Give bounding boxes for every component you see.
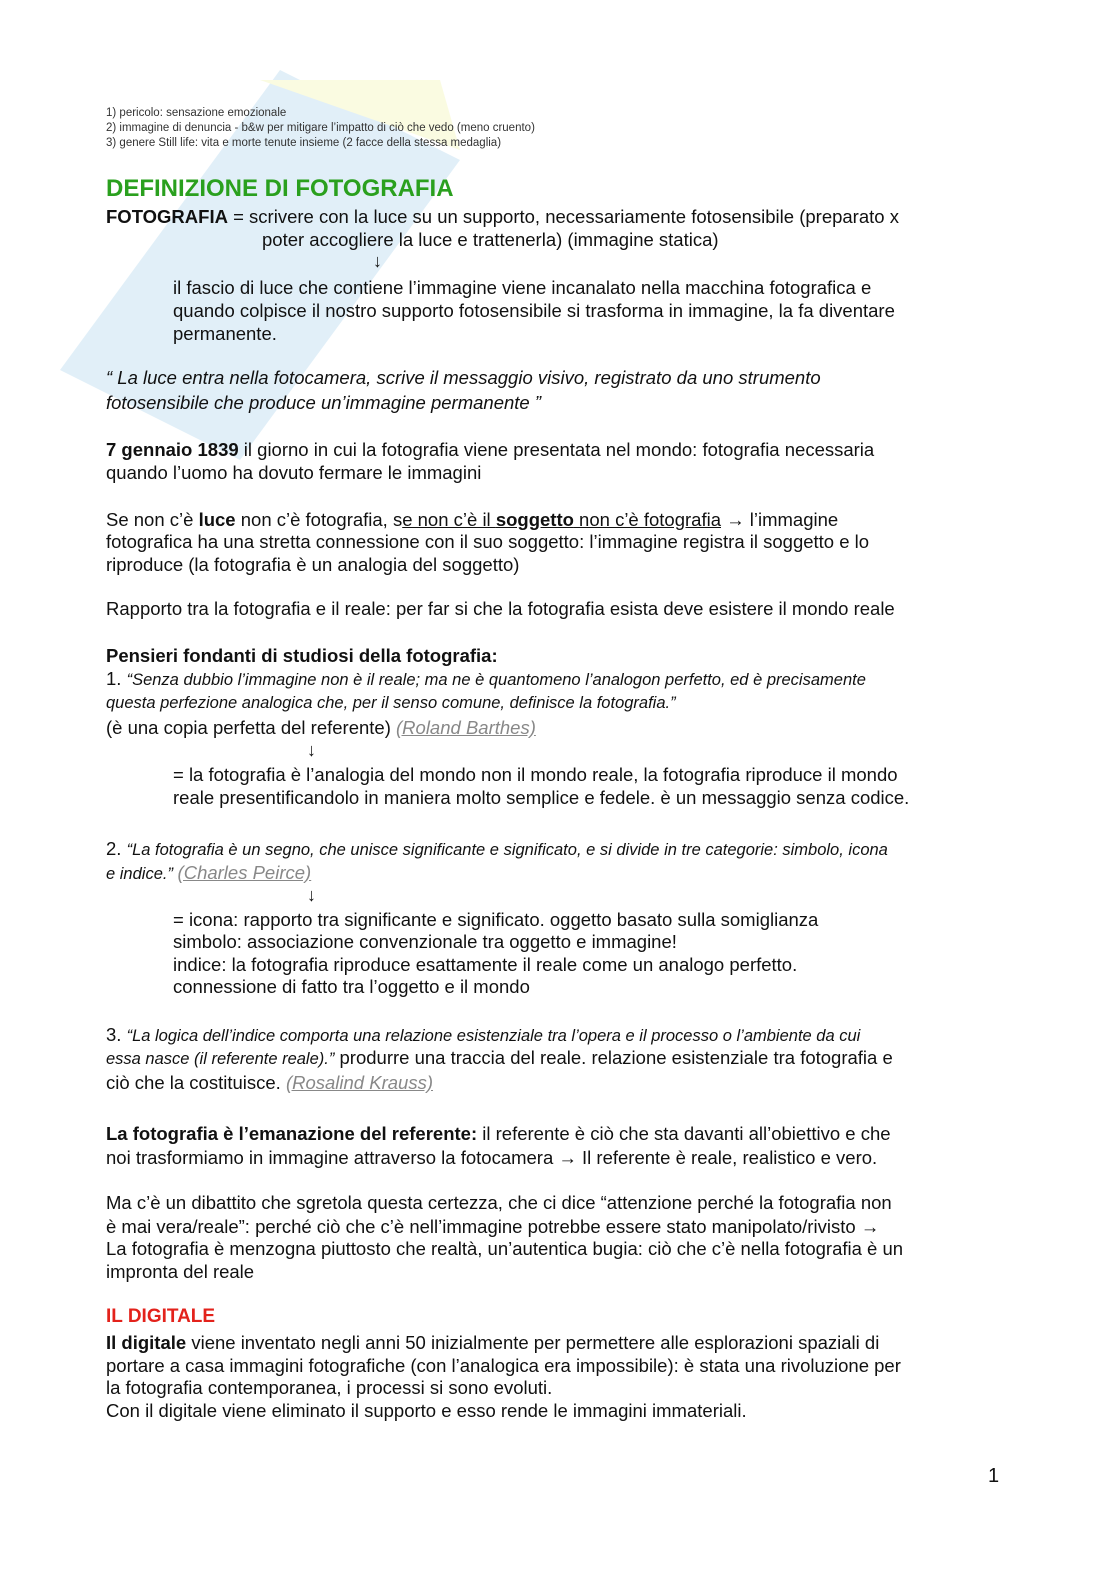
pensiero-2-quote [106,837,888,862]
quote-text: essa nasce (il referente reale).” [106,1050,335,1068]
down-arrow-icon: ↓ [307,885,316,905]
luce-underlined: e non c’è il [402,509,496,530]
down-arrow-icon: ↓ [307,740,316,760]
date-bold: 7 gennaio 1839 [106,439,239,460]
dibattito-line: La fotografia è menzogna piuttosto che realtà, un’autentica bugia: ciò che c’è nella fotografia è un [106,1238,904,1259]
pensiero-3-text: produrre una traccia del reale. relazione esistenziale tra fotografia e [334,1047,893,1068]
luce-bold: luce [198,509,236,530]
pensiero-2-line: indice: la fotografia riproduce esattamente il reale come un analogo perfetto. [173,954,798,975]
digitale-bold: Il digitale [106,1332,187,1353]
quote-text: “La fotografia è un segno, che unisce significante e significato, e si divide in tre categorie: simbolo, icona [126,841,888,859]
pensiero-1-expl: = la fotografia è l’analogia del mondo non il mondo reale, la fotografia riproduce il mondo [173,764,898,785]
intro-list-item: 1) pericolo: sensazione emozionale [106,107,287,119]
dibattito-line: è mai vera/reale”: perché ciò che c’è nell’immagine potrebbe essere stato manipolato/rivisto → [106,1216,880,1237]
emanazione-bold: La fotografia è l’emanazione del referente: [106,1123,478,1144]
pensiero-1-note [106,716,536,739]
rapporto-paragraph: Rapporto tra la fotografia e il reale: per far si che la fotografia esista deve esistere il mondo reale [106,598,895,619]
date-line-2: quando l’uomo ha dovuto fermare le immagini [106,462,482,483]
definition-line [106,205,899,228]
down-arrow-icon: ↓ [373,251,382,271]
section-title-digitale: IL DIGITALE [106,1306,216,1327]
pensieri-title: Pensieri fondanti di studiosi della fotografia: [106,645,498,666]
pensiero-3-quote-2 [106,1046,893,1071]
pensiero-2-quote-2 [106,861,311,886]
list-number: 2. [106,838,127,859]
quote-text: “La logica dell’indice comporta una relazione esistenziale tra l’opera e il processo o l’ambiente da cui [126,1027,861,1045]
luce-text: l’immagine [749,509,839,530]
digitale-paragraph [106,1331,879,1354]
emanazione-line-2: noi trasformiamo in immagine attraverso la fotocamera → Il referente è reale, realistico e vero. [106,1147,878,1168]
list-number: 3. [106,1024,127,1045]
pensiero-2-line: simbolo: associazione convenzionale tra oggetto e immagine! [173,931,677,952]
luce-line-3: riproduce (la fotografia è un analogia del soggetto) [106,554,520,575]
digitale-text: viene inventato negli anni 50 inizialmente per permettere alle esplorazioni spaziali di [186,1332,880,1353]
quote-text: “Senza dubbio l’immagine non è il reale; ma ne è quantomeno l’analogon perfetto, ed è precisamente [126,671,866,689]
luce-underlined: non c’è fotografia [573,509,721,530]
reference-peirce: (Charles Peirce) [177,862,312,883]
definition-term: FOTOGRAFIA [106,206,228,227]
intro-list-item: 2) immagine di denuncia - b&w per mitigare l’impatto di ciò che vedo (meno cruento) [106,122,535,134]
list-number: 1. [106,668,127,689]
luce-paragraph [106,508,838,531]
pensiero-3-line-3 [106,1071,433,1094]
pensiero-3-text: ciò che la costituisce. [106,1072,286,1093]
emanazione-paragraph [106,1122,891,1145]
intro-list-item: 3) genere Still life: vita e morte tenute insieme (2 facce della stessa medaglia) [106,137,502,149]
explanation-line: quando colpisce il nostro supporto fotosensibile si trasforma in immagine, la fa diventare [173,300,895,321]
quote-line: fotosensibile che produce un’immagine permanente ” [106,392,542,413]
luce-line-2: fotografica ha una stretta connessione con il suo soggetto: l’immagine registra il soggetto e lo [106,531,870,552]
date-rest: il giorno in cui la fotografia viene presentata nel mondo: fotografia necessaria [238,439,875,460]
date-paragraph [106,438,874,461]
note-text: (è una copia perfetta del referente) [106,717,397,738]
reference-barthes: (Roland Barthes) [396,717,536,738]
explanation-line: il fascio di luce che contiene l’immagine viene incanalato nella macchina fotografica e [173,277,872,298]
pensiero-1-quote [106,667,866,692]
luce-text: Se non c’è [106,509,199,530]
pensiero-2-line: = icona: rapporto tra significante e significato. oggetto basato sulla somiglianza [173,909,819,930]
dibattito-line: impronta del reale [106,1261,255,1282]
quote-line: “ La luce entra nella fotocamera, scrive il messaggio visivo, registrato da uno strumento [106,367,821,388]
explanation-line: permanente. [173,323,277,344]
page-number: 1 [988,1465,1000,1487]
right-arrow-icon: → [721,509,750,530]
quote-text: e indice.” [106,865,178,883]
pensiero-2-line: connessione di fatto tra l’oggetto e il mondo [173,976,530,997]
pensiero-1-expl: reale presentificandolo in maniera molto semplice e fedele. è un messaggio senza codice. [173,787,910,808]
reference-krauss: (Rosalind Krauss) [285,1072,433,1093]
section-title-definizione: DEFINIZIONE DI FOTOGRAFIA [106,175,454,202]
digitale-line: portare a casa immagini fotografiche (con l’analogica era impossibile): è stata una rivoluzione per [106,1355,901,1376]
digitale-line: Con il digitale viene eliminato il supporto e esso rende le immagini immateriali. [106,1400,747,1421]
pensiero-1-quote-2: questa perfezione analogica che, per il senso comune, definisce la fotografia.” [106,694,676,712]
digitale-line: la fotografia contemporanea, i processi si sono evoluti. [106,1377,553,1398]
luce-text: non c’è fotografia, s [235,509,403,530]
emanazione-text: il referente è ciò che sta davanti all’obiettivo e che [477,1123,891,1144]
pensiero-3-quote [106,1023,860,1048]
definition-text: = scrivere con la luce su un supporto, necessariamente fotosensibile (preparato x [227,206,899,227]
definition-line-2: poter accogliere la luce e trattenerla) (immagine statica) [262,229,719,250]
dibattito-line: Ma c’è un dibattito che sgretola questa certezza, che ci dice “attenzione perché la fotografia non [106,1192,892,1213]
soggetto-bold: soggetto [495,509,574,530]
